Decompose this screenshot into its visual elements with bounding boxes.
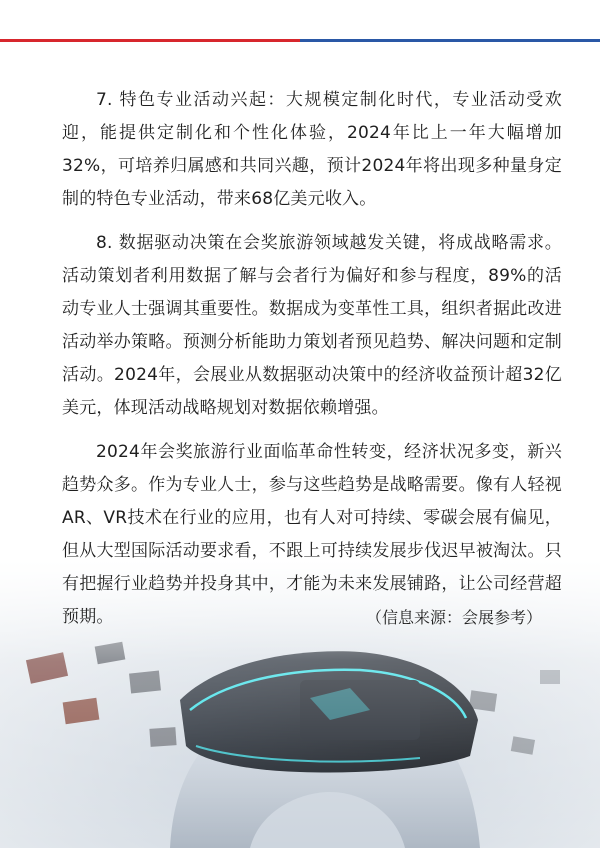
- article-body: [62, 84, 562, 645]
- header-color-bar: [0, 39, 600, 42]
- paragraph-trend-8: 8. 数据驱动决策在会奖旅游领域越发关键，将成战略需求。活动策划者利用数据了解与会者行为偏好和参与程度，89%的活动专业人士强调其重要性。数据成为变革性工具，组织者据此改进活动举办策略。预测分析能助力策划者预见趋势、解决问题和定制活动。2024年，会展业从数据驱动决策中的经济收益预计超32亿美元，体现活动战略规划对数据依赖增强。: [62, 233, 562, 418]
- header-bar-red: [0, 39, 300, 42]
- header-bar-blue: [300, 39, 600, 42]
- source-citation: （信息来源：会展参考）: [366, 608, 543, 627]
- paragraph-conclusion: 2024年会奖旅游行业面临革命性转变，经济状况多变，新兴趋势众多。作为专业人士，参与这些趋势是战略需要。像有人轻视AR、VR技术在行业的应用，也有人对可持续、零碳会展有偏见，但从大型国际活动要求看，不跟上可持续发展步伐迟早被淘汰。只有把握行业趋势并投身其中，才能为未来发展铺路，让公司经营超预期。: [62, 442, 562, 627]
- paragraph-trend-7: 7. 特色专业活动兴起：大规模定制化时代，专业活动受欢迎，能提供定制化和个性化体验，2024年比上一年大幅增加32%，可培养归属感和共同兴趣，预计2024年将出现多种量身定制的特色专业活动，带来68亿美元收入。: [62, 90, 562, 209]
